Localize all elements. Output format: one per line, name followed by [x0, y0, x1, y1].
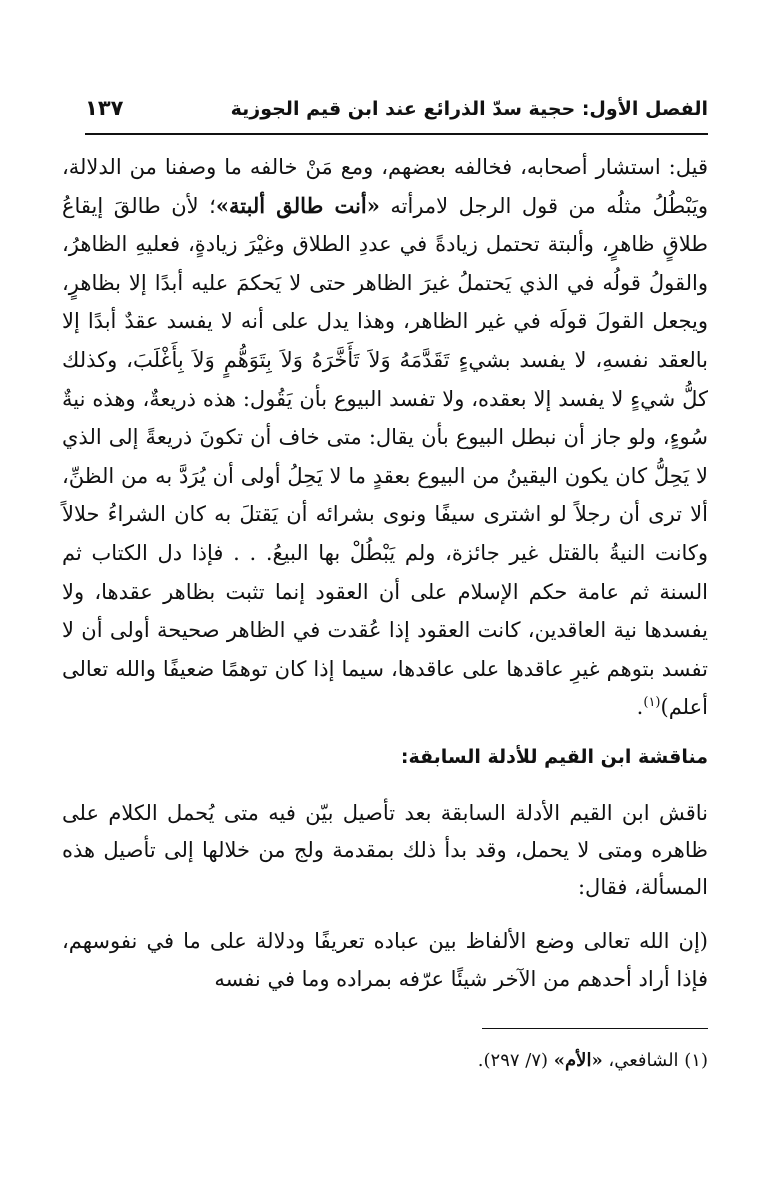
footnote-1 [478, 1050, 708, 1071]
paragraph-1-end: . [636, 695, 644, 720]
header-divider [85, 133, 708, 135]
paragraph-1-text-b: ؛ لأن طالقَ إيقاعُ طلاقٍ ظاهرٍ، وألبتة تحتمل زيادةً في عددِ الطلاق وغيْرَ زيادةٍ، فعليهِ الظاهرُ، والقولُ قولُه في الذي يَحتملُ غيرَ الظاهر حتى لا يَحكمَ عليه أبدًا إلا بظاهرٍ، ويجعل القولَ قولَه في غير الظاهر، وهذا يدل على أنه لا يفسد عقدٌ أبدًا إلا بالعقد نفسهِ، لا يفسد بشيءٍ تَقَدَّمَهُ وَلاَ تَأَخَّرَهُ وَلاَ بِتَوَهُّمٍ وَلاَ بِأَغْلَبَ، وكذلك كلُّ شيءٍ لا يفسد إلا بعقده، ولا تفسد البيوع بأن يَقُول: هذه ذريعةٌ، وهذه نيةٌ سُوءٍ، ولو جاز أن نبطل البيوع بأن يقال: متى خاف أن تكونَ ذريعةً إلى الذي لا يَحِلُّ كان يكون اليقينُ من البيوع بعقدٍ ما لا يَحِلُ أولى أن يُرَدَّ به من الظنِّ، ألا ترى أن رجلاً لو اشترى سيفًا ونوى بشرائه أن يَقتلَ به كان الشراءُ حلالاً وكانت النيةُ بالقتل غير جائزة، ولم يَبْطُلْ بها البيعُ. . . فإذا دل الكتاب ثم السنة ثم عامة حكم الإسلام على أن العقود إنما تثبت بظاهر عقدها، ولا يفسدها نية العاقدين، كانت العقود إذا عُقدت في الظاهر صحيحة أولى أن لا تفسد بتوهم غيرِ عاقدها على عاقدها، سيما إذا كان توهمًا ضعيفًا والله تعالى أعلم) [62, 193, 708, 720]
main-text [62, 148, 708, 727]
paragraph-2-text: ناقش ابن القيم الأدلة السابقة بعد تأصيل بيّن فيه متى يُحمل الكلام على ظاهره ومتى لا يحمل، وقد بدأ ذلك بمقدمة ولج من خلالها إلى تأصيل هذه المسألة، فقال: [62, 801, 708, 899]
paragraph-3 [62, 922, 708, 998]
page-number: ١٣٧ [85, 96, 124, 120]
paragraph-3-text: (إن الله تعالى وضع الألفاظ بين عباده تعريفًا ودلالة على ما في نفوسهم، فإذا أراد أحدهم من الآخر شيئًا عرّفه بمراده وما في نفسه [62, 929, 708, 991]
paragraph-1-text-a: قيل: استشار أصحابه، فخالفه بعضهم، ومع مَنْ خالفه ما وصفنا من الدلالة، ويَبْطُلُ مثلُه من قول الرجل لامرأته [62, 155, 708, 218]
footnote-1-title: «الأم» [553, 1050, 603, 1071]
paragraph-2 [62, 795, 708, 906]
running-title: الفصل الأول: حجية سدّ الذرائع عند ابن قيم الجوزية [230, 98, 708, 120]
quoted-phrase: «أنت طالق ألبتة» [215, 192, 380, 218]
page-header [85, 96, 708, 132]
footnote-1-suffix: (٧/ ٢٩٧). [477, 1050, 554, 1071]
footnote-1-prefix: (١) الشافعي، [602, 1050, 708, 1071]
paragraph-1 [62, 148, 708, 727]
footnote-divider [482, 1028, 708, 1029]
section-heading: مناقشة ابن القيم للأدلة السابقة: [400, 746, 708, 768]
footnote-ref-1[interactable]: (١) [643, 695, 661, 711]
